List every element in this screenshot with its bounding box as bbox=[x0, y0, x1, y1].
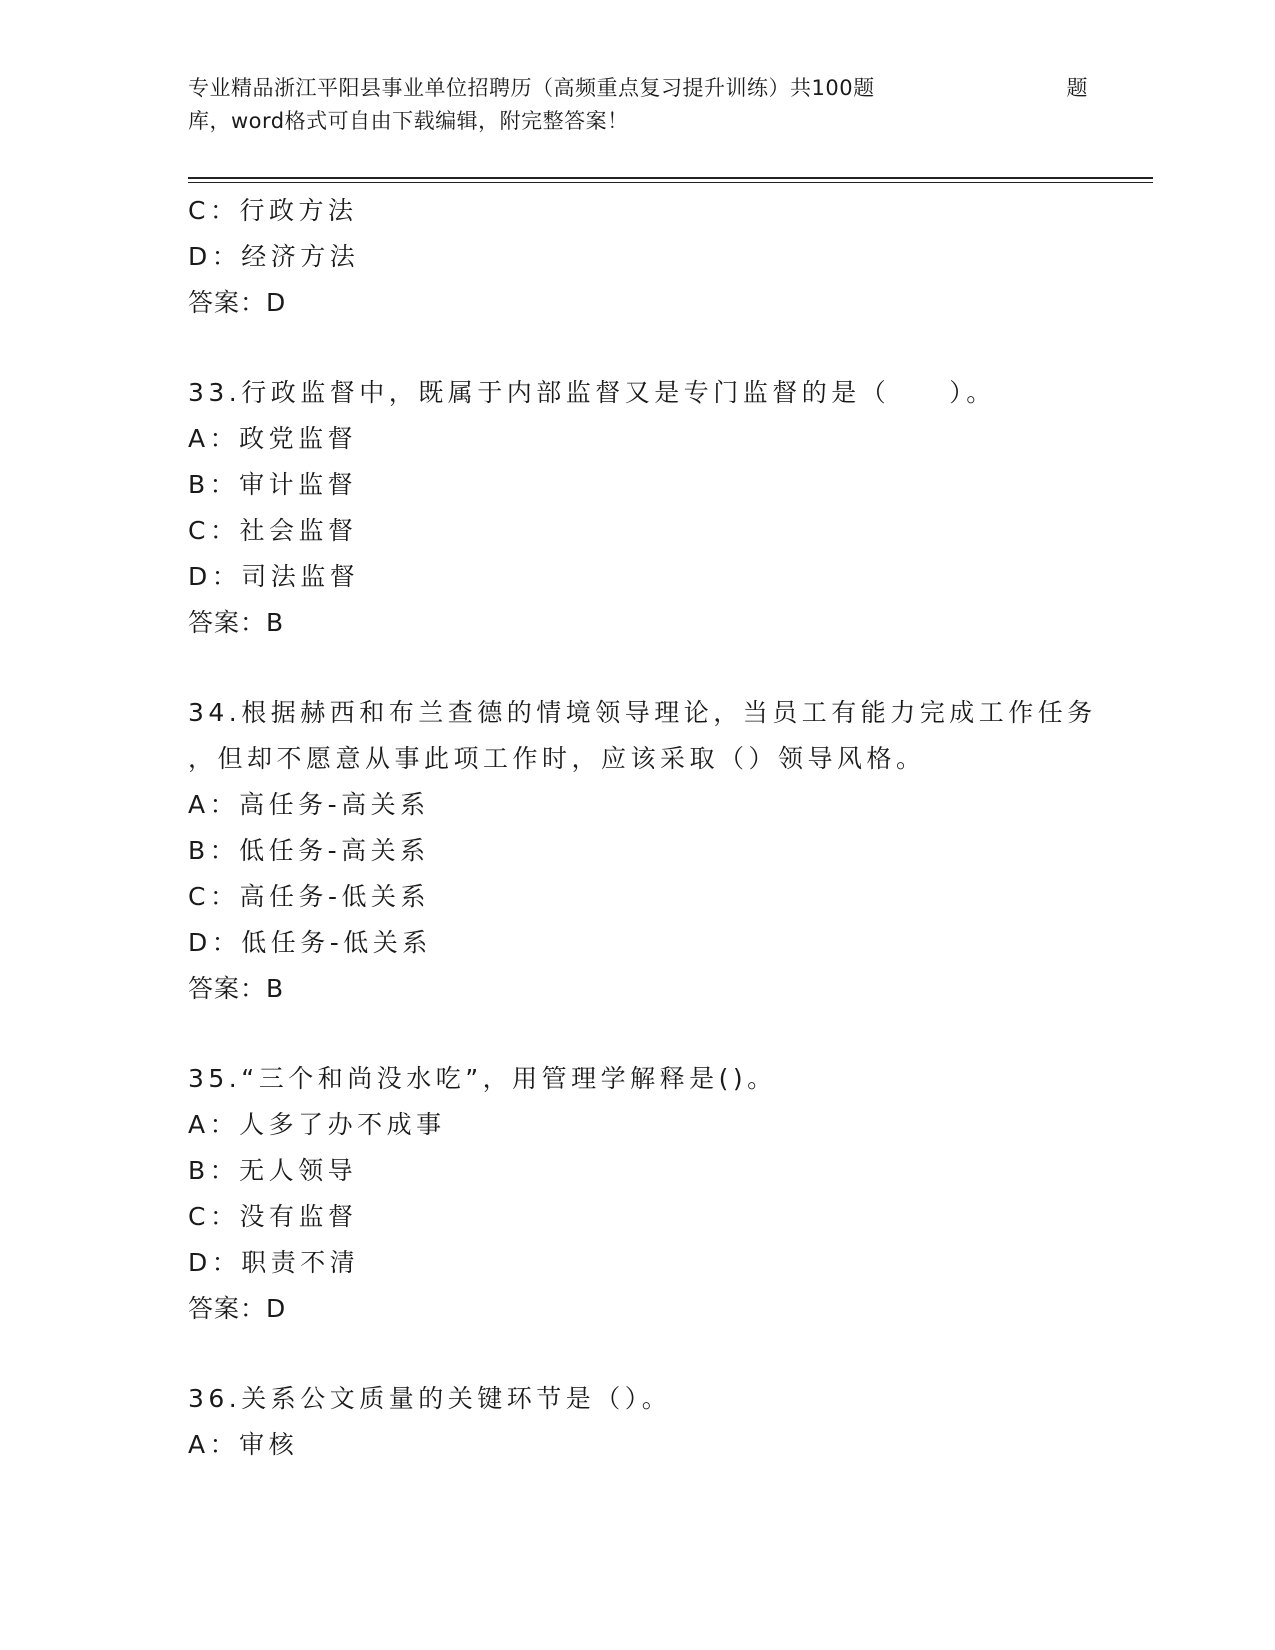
option-c: C：社会监督 bbox=[188, 516, 358, 545]
option-d: D：低任务-低关系 bbox=[188, 928, 432, 957]
question-36 bbox=[188, 1376, 1088, 1468]
question-34 bbox=[188, 690, 1097, 1012]
question-stem-continued: ，但却不愿意从事此项工作时，应该采取（）领导风格。 bbox=[188, 744, 926, 773]
option-c: C：行政方法 bbox=[188, 196, 358, 225]
option-a: A：人多了办不成事 bbox=[188, 1110, 446, 1139]
option-b: B：审计监督 bbox=[188, 470, 358, 499]
spacer bbox=[188, 1332, 1088, 1376]
spacer bbox=[188, 326, 1088, 370]
header-title: 专业精品浙江平阳县事业单位招聘历（高频重点复习提升训练）共100题 bbox=[188, 76, 875, 100]
spacer bbox=[188, 1012, 1088, 1056]
header-divider bbox=[188, 177, 1153, 179]
question-stem: 36.关系公文质量的关键环节是（）。 bbox=[188, 1384, 672, 1413]
header-divider-thin bbox=[188, 182, 1153, 183]
answer-line: 答案：B bbox=[188, 974, 285, 1003]
question-35 bbox=[188, 1056, 1088, 1332]
option-d: D：司法监督 bbox=[188, 562, 360, 591]
spacer bbox=[188, 646, 1088, 690]
option-d: D：经济方法 bbox=[188, 242, 360, 271]
question-stem: 35.“三个和尚没水吃”，用管理学解释是()。 bbox=[188, 1064, 777, 1093]
header-title-tail: 题 bbox=[1066, 76, 1088, 100]
question-content bbox=[188, 188, 1097, 1468]
header-line-1 bbox=[188, 72, 1088, 105]
question-stem: 34.根据赫西和布兰查德的情境领导理论，当员工有能力完成工作任务 bbox=[188, 698, 1097, 727]
answer-line: 答案：B bbox=[188, 608, 285, 637]
question-stem: 33.行政监督中，既属于内部监督又是专门监督的是（ ）。 bbox=[188, 378, 996, 407]
previous-question-tail bbox=[188, 188, 1088, 326]
option-b: B：无人领导 bbox=[188, 1156, 358, 1185]
option-c: C：没有监督 bbox=[188, 1202, 358, 1231]
header-line-2: 库，word格式可自由下载编辑，附完整答案！ bbox=[188, 109, 629, 133]
option-a: A：政党监督 bbox=[188, 424, 358, 453]
option-c: C：高任务-低关系 bbox=[188, 882, 430, 911]
option-a: A：审核 bbox=[188, 1430, 299, 1459]
option-a: A：高任务-高关系 bbox=[188, 790, 430, 819]
option-d: D：职责不清 bbox=[188, 1248, 360, 1277]
answer-line: 答案：D bbox=[188, 288, 287, 317]
option-b: B：低任务-高关系 bbox=[188, 836, 430, 865]
answer-line: 答案：D bbox=[188, 1294, 287, 1323]
question-33 bbox=[188, 370, 1088, 646]
page-header bbox=[188, 72, 1088, 138]
